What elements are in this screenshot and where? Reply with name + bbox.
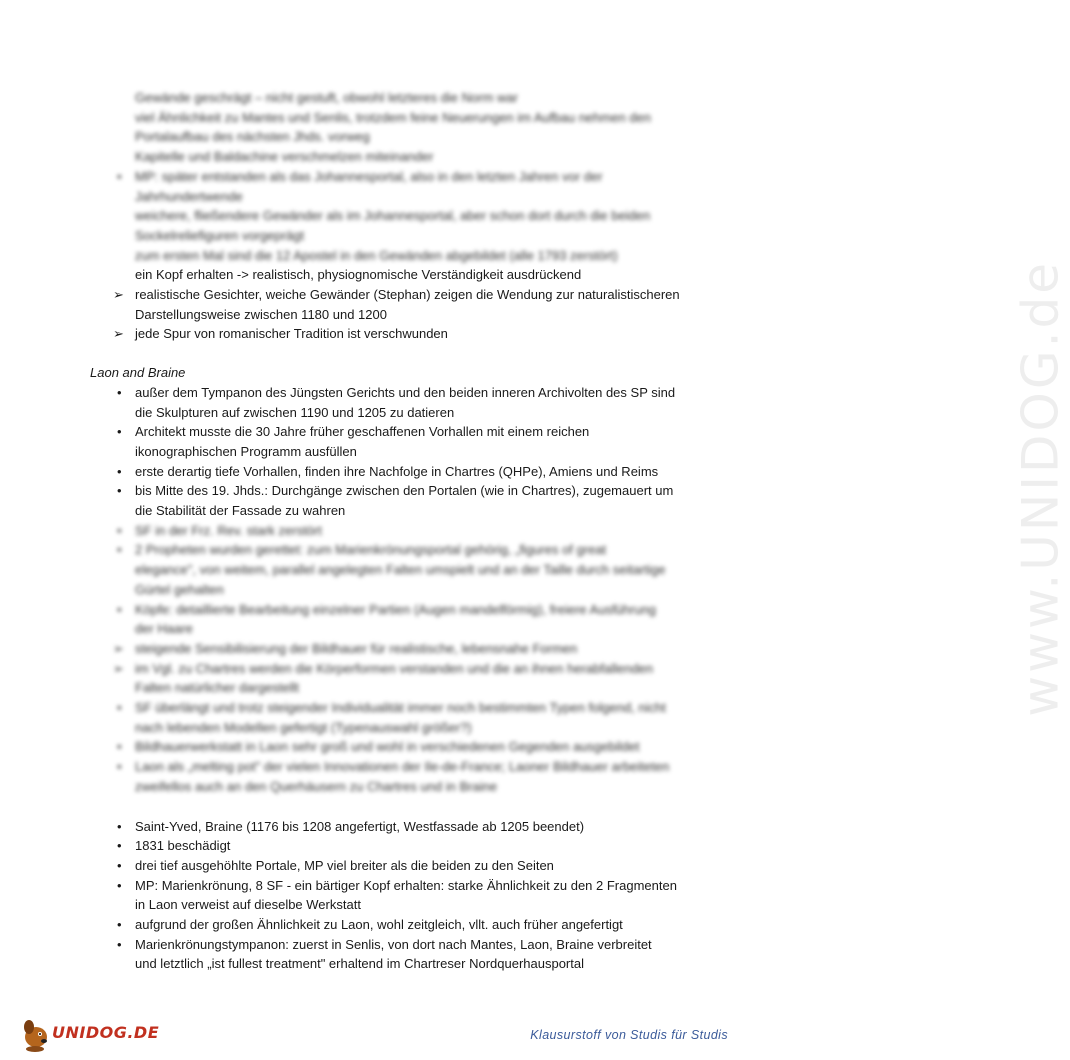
section-heading: Laon and Braine	[90, 365, 186, 381]
bullet-icon: •	[117, 522, 122, 538]
arrow-bullet-icon: ➢	[113, 287, 124, 302]
blurred_top-line: zum ersten Mal sind die 12 Apostel in den Gewänden abgebildet (alle 1793 zerstört)	[135, 247, 618, 263]
arrow-bullet-icon: ➢	[113, 326, 124, 342]
bullet-icon: •	[117, 877, 122, 893]
laon_lines-line: Architekt musste die 30 Jahre früher geschaffenen Vorhallen mit einem reichen	[135, 424, 590, 440]
top_tail-line: realistische Gesichter, weiche Gewänder (Stephan) zeigen die Wendung zur naturalistischeren	[135, 287, 680, 302]
blurred_top-line: Kapitelle und Baldachine verschmelzen miteinander	[135, 149, 434, 165]
braine_lines-line: 1831 beschädigt	[135, 838, 231, 854]
braine_lines-line: Saint-Yved, Braine (1176 bis 1208 angefertigt, Westfassade ab 1205 beendet)	[135, 818, 585, 834]
bullet-icon: •	[117, 917, 122, 932]
bullet-icon: •	[117, 700, 122, 715]
laon_lines-line: bis Mitte des 19. Jhds.: Durchgänge zwischen den Portalen (wie in Chartres), zugemauert um	[135, 483, 674, 499]
top_tail-line: jede Spur von romanischer Tradition ist verschwunden	[135, 326, 448, 342]
blurred_mid-line: der Haare	[135, 621, 193, 637]
laon_lines-line: ikonographischen Programm ausfüllen	[135, 443, 357, 459]
blurred_mid-line: elegance", von weitem, parallel angelegten Falten umspielt und an der Taille durch seitartige	[135, 562, 666, 578]
logo-text: UNIDOG.DE	[52, 1023, 160, 1042]
bullet-icon: •	[117, 463, 122, 479]
blurred_mid-line: SF überlängt und trotz steigender Individualität immer noch bestimmten Typen folgend, nicht	[135, 700, 666, 715]
blurred_mid-line: Köpfe: detaillierte Bearbeitung einzelner Partien (Augen mandelförmig), freiere Ausführung	[135, 601, 657, 617]
footer-tagline: Klausurstoff von Studis für Studis	[530, 1028, 728, 1042]
bullet-icon: •	[117, 838, 122, 854]
blurred_mid-line: Laon als „melting pot" der vielen Innovationen der Ile-de-France; Laoner Bildhauer arbeiteten	[135, 759, 670, 775]
blurred_top-line: viel Ähnlichkeit zu Mantes und Senlis, trotzdem feine Neuerungen im Aufbau nehmen den	[135, 109, 651, 125]
blurred_top-line: Sockelreliefiguren vorgeprägt	[135, 227, 305, 243]
blurred_top-line: Jahrhundertwende	[135, 188, 243, 204]
blurred_mid-line: Falten natürlicher dargestellt	[135, 680, 300, 696]
blurred_mid-line: nach lebenden Modellen gefertigt (Typenauswahl größer?)	[135, 719, 472, 735]
braine_lines-line: drei tief ausgehöhlte Portale, MP viel breiter als die beiden zu den Seiten	[135, 857, 554, 873]
blurred_mid-line: steigende Sensibilisierung der Bildhauer für realistische, lebensnahe Formen	[135, 640, 578, 656]
bullet-icon: •	[117, 818, 122, 834]
blurred_mid-line: SF in der Frz. Rev. stark zerstört	[135, 522, 322, 538]
laon_lines-line: die Skulpturen auf zwischen 1190 und 1205 zu datieren	[135, 404, 455, 420]
blurred_top-line: MP: später entstanden als das Johannesportal, also in den letzten Jahren vor der	[135, 168, 603, 184]
blurred_mid-line: Gürtel gehalten	[135, 581, 224, 597]
bullet-icon: •	[117, 542, 122, 558]
laon_lines-line: erste derartig tiefe Vorhallen, finden ihre Nachfolge in Chartres (QHPe), Amiens und Reims	[135, 463, 659, 479]
blurred_mid-line: im Vgl. zu Chartres werden die Körperformen verstanden und die an ihnen herabfallenden	[135, 660, 654, 676]
bullet-icon: •	[117, 857, 122, 873]
bullet-icon: •	[117, 936, 122, 952]
bullet-icon: •	[117, 601, 122, 617]
top_tail-line: Darstellungsweise zwischen 1180 und 1200	[135, 306, 387, 322]
braine_lines-line: und letztlich „ist fullest treatment" erhaltend im Chartreser Nordquerhausportal	[135, 956, 584, 972]
blurred_top-line: Portalaufbau des nächsten Jhds. vorweg	[135, 129, 370, 145]
blurred_mid-line: 2 Propheten wurden gerettet: zum Marienkrönungsportal gehörig, „figures of great	[135, 542, 607, 558]
blurred_mid-line: zweifellos auch an den Querhäusern zu Chartres und in Braine	[135, 778, 498, 794]
braine_lines-line: in Laon verweist auf dieselbe Werkstatt	[135, 897, 361, 913]
top_tail-line: ein Kopf erhalten -> realistisch, physiognomische Verständigkeit ausdrückend	[135, 267, 582, 283]
bullet-icon: •	[117, 759, 122, 775]
laon_lines-line: außer dem Tympanon des Jüngsten Gerichts und den beiden inneren Archivolten des SP sind	[135, 384, 676, 400]
arrow-bullet-icon: ➢	[113, 660, 124, 676]
braine_lines-line: aufgrund der großen Ähnlichkeit zu Laon, wohl zeitgleich, vllt. auch früher angefertigt	[135, 917, 623, 932]
braine_lines-line: Marienkrönungstympanon: zuerst in Senlis, von dort nach Mantes, Laon, Braine verbreitet	[135, 936, 652, 952]
bullet-icon: •	[117, 384, 122, 400]
blurred_top-line: weichere, fließendere Gewänder als im Johannesportal, aber schon dort durch die beiden	[135, 208, 651, 224]
watermark: www.UNIDOG.de	[1011, 260, 1070, 717]
bullet-icon: •	[117, 739, 122, 755]
bullet-icon: •	[117, 168, 122, 184]
braine_lines-line: MP: Marienkrönung, 8 SF - ein bärtiger Kopf erhalten: starke Ähnlichkeit zu den 2 Fragmenten	[135, 877, 677, 893]
arrow-bullet-icon: ➢	[113, 640, 124, 656]
blurred_mid-line: Bildhauerwerkstatt in Laon sehr groß und wohl in verschiedenen Gegenden ausgebildet	[135, 739, 640, 755]
laon_lines-line: die Stabilität der Fassade zu wahren	[135, 503, 346, 518]
blurred_top-line: Gewände geschrägt – nicht gestuft, obwohl letzteres die Norm war	[135, 90, 518, 105]
bullet-icon: •	[117, 424, 122, 440]
bullet-icon: •	[117, 483, 122, 499]
